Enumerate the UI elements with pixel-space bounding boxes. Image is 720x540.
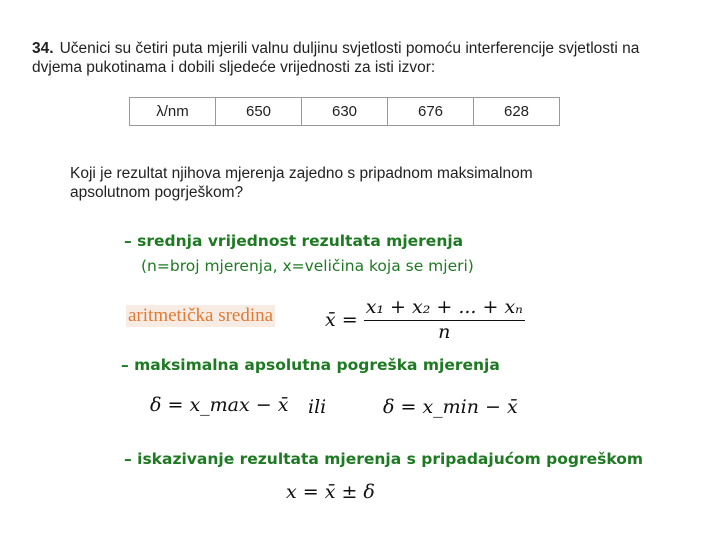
- error-formula-min: δ = x_min − x̄: [383, 396, 518, 418]
- error-formula-max: δ = x_max − x̄: [150, 394, 289, 416]
- arithmetic-mean-label: aritmetička sredina: [128, 305, 274, 326]
- question-prompt: Koji je rezultat njihova mjerenja zajedno s pripadnom maksimalnom apsolutnom pogrješkom?: [70, 165, 533, 201]
- mean-numerator: x₁ + x₂ + ... + xₙ: [364, 296, 525, 321]
- table-header: λ/nm: [130, 98, 216, 126]
- question-text: 34. Učenici su četiri puta mjerili valnu duljinu svjetlosti pomoću interferencije svjetlosti na dvjema pukotinama i dobili sljedeće vrijednosti za isti izvor:: [32, 40, 640, 76]
- table-cell: 676: [388, 98, 474, 126]
- measurement-table: [129, 97, 560, 126]
- or-label: ili: [308, 396, 327, 418]
- mean-formula: x̄ = $\frac{\text{x₁ + x₂ + ... + xₙ}}{n}$: [325, 296, 523, 343]
- table-cell: 630: [302, 98, 388, 126]
- section-mean-title: – srednja vrijednost rezultata mjerenja: [124, 232, 464, 250]
- section-error-title: – maksimalna apsolutna pogreška mjerenja: [121, 356, 500, 374]
- table-cell: 628: [474, 98, 560, 126]
- section-result-title: – iskazivanje rezultata mjerenja s pripadajućom pogreškom: [124, 450, 644, 468]
- result-formula: x = x̄ ± δ: [286, 481, 375, 503]
- question-number: 34.: [32, 40, 54, 57]
- section-mean-note: (n=broj mjerenja, x=veličina koja se mjeri): [141, 257, 474, 275]
- table-cell: 650: [216, 98, 302, 126]
- mean-denominator: n: [438, 321, 451, 343]
